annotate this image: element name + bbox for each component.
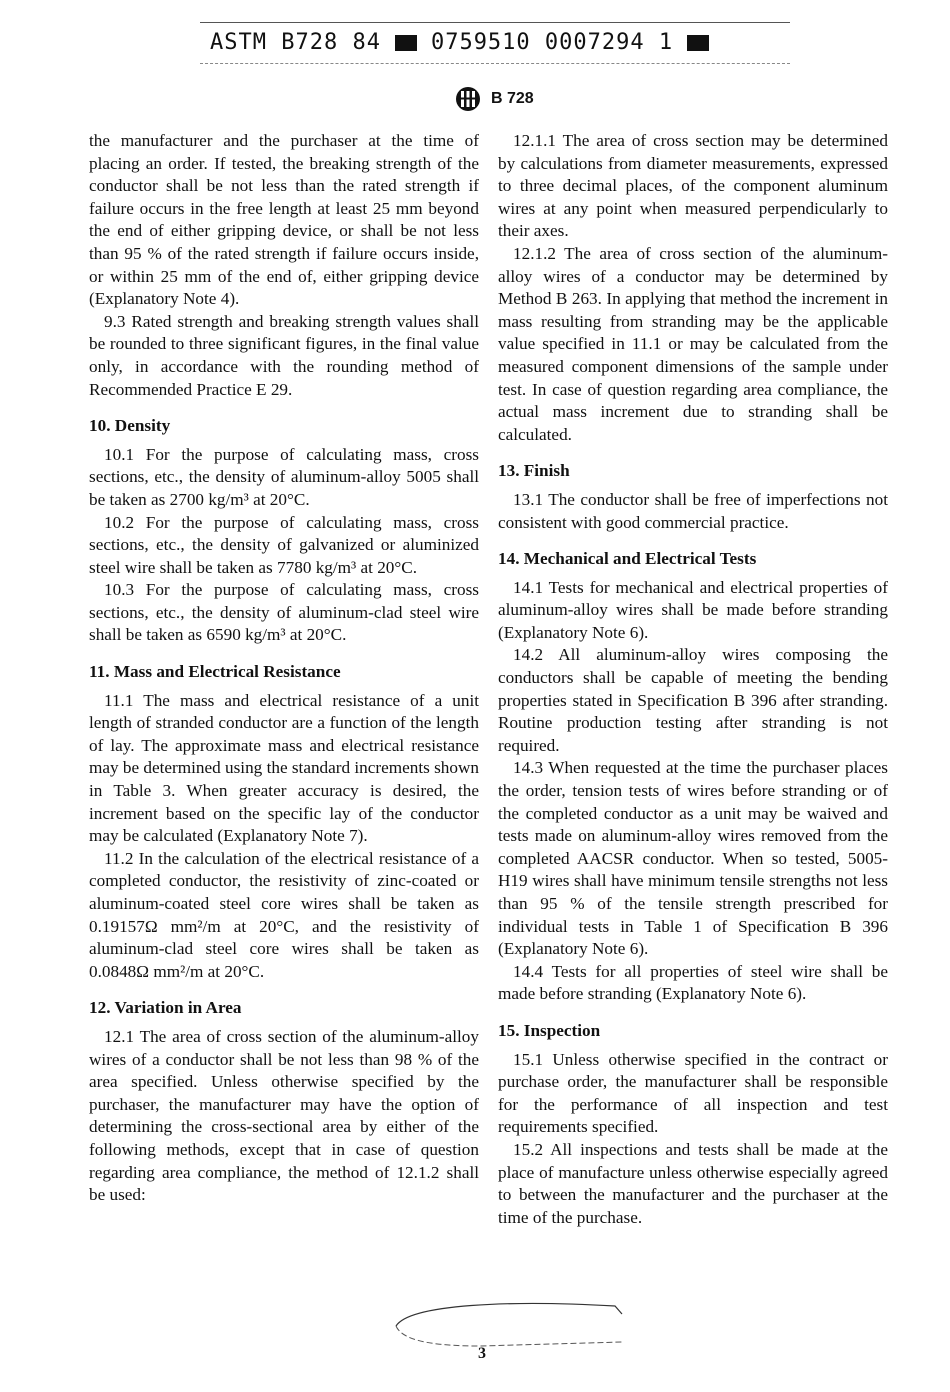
header-code-left: ASTM B728 84 — [210, 30, 381, 55]
section-heading-13: 13. Finish — [498, 461, 570, 481]
paragraph-14-3: 14.3 When requested at the time the purchaser places the order, tension tests of wires before stranding or of the completed conductor as a unit may be waived and tests made on aluminum-alloy wires removed from the completed AACSR conductor. When so tested, 5005-H19 wires shall have minimum tensile strengths not less than 95 % of the tensile strength prescribed for individual tests in Table 1 of Specification B 396 (Explanatory Note 6). — [498, 758, 888, 959]
section-heading-12: 12. Variation in Area — [89, 998, 242, 1018]
right-column — [498, 130, 888, 1229]
header-code-line — [210, 30, 790, 55]
paragraph-14-4: 14.4 Tests for all properties of steel wire shall be made before stranding (Explanatory Note 6). — [498, 961, 888, 1004]
paragraph-14-2: 14.2 All aluminum-alloy wires composing the conductors shall be capable of meeting the bending properties stated in Specification B 396 after stranding. Routine production testing after stranding is not required. — [498, 645, 888, 755]
paragraph-14-1: 14.1 Tests for mechanical and electrical properties of aluminum-alloy wires shall be made before stranding (Explanatory Note 6). — [498, 577, 888, 642]
paragraph-10-1: 10.1 For the purpose of calculating mass, cross sections, etc., the density of aluminum-alloy 5005 shall be taken as 2700 kg/m³ at 20°C. — [89, 444, 479, 509]
paragraph-11-1: 11.1 The mass and electrical resistance of a unit length of stranded conductor are a function of the length of lay. The approximate mass and electrical resistance may be determined using the standard increments shown in Table 3. When greater accuracy is desired, the increment based on the specific lay of the conductor may be calculated (Explanatory Note 7). — [89, 690, 479, 846]
paragraph-13-1: 13.1 The conductor shall be free of imperfections not consistent with good commercial practice. — [498, 489, 888, 532]
astm-logo-icon — [455, 86, 481, 112]
paragraph-9-3: 9.3 Rated strength and breaking strength values shall be rounded to three significant figures, in the final value only, in accordance with the rounding method of Recommended Practice E 29. — [89, 311, 479, 399]
header-block-mark — [687, 35, 709, 51]
header-bottom-rule — [200, 63, 790, 64]
paragraph-12-1: 12.1 The area of cross section of the aluminum-alloy wires of a conductor shall be not less than 98 % of the area specified. Unless otherwise specified by the purchaser, the manufacturer may have the option of determining the cross-sectional area by either of the following methods, except that in case of question regarding area compliance, the method of 12.1.2 shall be used: — [89, 1026, 479, 1205]
paragraph-11-2: 11.2 In the calculation of the electrical resistance of a completed conductor, the resistivity of zinc-coated or aluminum-coated steel core wires shall be taken as 0.19157Ω mm²/m at 20°C, and the resistivity of aluminum-clad steel core wires shall be taken as 0.0848Ω mm²/m at 20°C. — [89, 848, 479, 981]
paragraph-10-3: 10.3 For the purpose of calculating mass, cross sections, etc., the density of aluminum-clad steel wire shall be taken as 6590 kg/m³ at 20°C. — [89, 580, 479, 645]
paragraph-12-1-1: 12.1.1 The area of cross section may be determined by calculations from diameter measurements, expressed to three decimal places, of the component aluminum wires at any point when measured perpendicularly to their axes. — [498, 131, 888, 241]
section-heading-14: 14. Mechanical and Electrical Tests — [498, 549, 757, 569]
paragraph-15-2: 15.2 All inspections and tests shall be made at the place of manufacture unless otherwise especially agreed to between the manufacturer and the purchaser at the time of the purchase. — [498, 1139, 888, 1227]
paragraph-10-2: 10.2 For the purpose of calculating mass, cross sections, etc., the density of galvanized or aluminized steel wire shall be taken as 7780 kg/m³ at 20°C. — [89, 512, 479, 577]
section-heading-15: 15. Inspection — [498, 1020, 601, 1040]
header-block-mark — [395, 35, 417, 51]
paragraph-12-1-2: 12.1.2 The area of cross section of the aluminum-alloy wires of a conductor may be determined by Method B 263. In applying that method the increment in mass resulting from stranding may be the applicable value specified in 11.1 or may be calculated from the measured component dimensions of the sample under test. In case of question regarding area compliance, the actual mass increment due to stranding shall be calculated. — [498, 243, 888, 444]
designation-label: B 728 — [491, 90, 534, 107]
paragraph-15-1: 15.1 Unless otherwise specified in the contract or purchase order, the manufacturer shall be responsible for the performance of all inspection and test requirements specified. — [498, 1049, 888, 1137]
header-top-rule — [200, 22, 790, 23]
left-column — [89, 130, 479, 1207]
section-heading-10: 10. Density — [89, 416, 171, 436]
header-code-right: 0759510 0007294 1 — [430, 30, 674, 55]
footer-decorative-sweep — [390, 1296, 630, 1356]
page-number: 3 — [478, 1345, 486, 1362]
section-heading-11: 11. Mass and Electrical Resistance — [89, 662, 341, 682]
standard-designation — [455, 86, 534, 112]
paragraph-9-2-continued: the manufacturer and the purchaser at the time of placing an order. If tested, the breaking strength of the conductor shall be not less than the rated strength if failure occurs in the free length at least 25 mm beyond the end of either gripping device, or shall be not less than 95 % of the rated strength if failure occurs inside, or within 25 mm of the end of, either gripping device (Explanatory Note 4). — [89, 131, 479, 309]
